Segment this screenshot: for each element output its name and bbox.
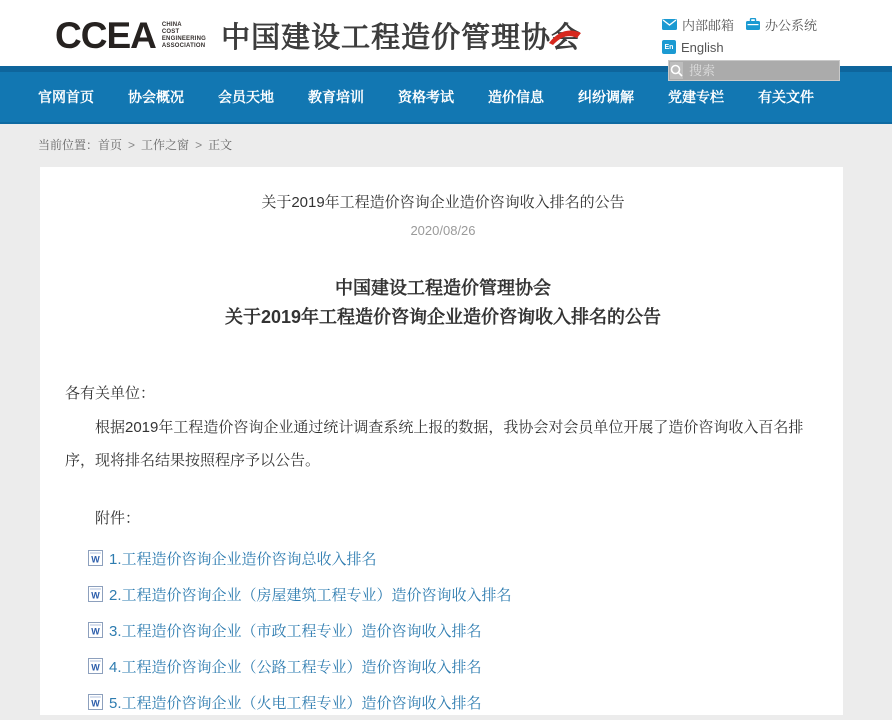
nav-item-mediation[interactable]: 纠纷调解 bbox=[578, 89, 634, 105]
nav-item-documents[interactable]: 有关文件 bbox=[758, 89, 814, 105]
attachment-row bbox=[65, 540, 821, 576]
breadcrumb-section[interactable]: 工作之窗 bbox=[141, 138, 190, 152]
logo-acronym: CCEA bbox=[55, 15, 156, 56]
site-header bbox=[0, 0, 892, 66]
search-icon bbox=[670, 64, 683, 77]
header-quick-links bbox=[662, 14, 829, 60]
svg-text:W: W bbox=[91, 554, 100, 565]
attachment-link-3[interactable]: 3.工程造价咨询企业（市政工程专业）造价咨询收入排名 bbox=[109, 622, 482, 640]
breadcrumb-home[interactable]: 首页 bbox=[98, 138, 123, 152]
svg-text:W: W bbox=[91, 662, 100, 673]
article-date: 2020/08/26 bbox=[410, 223, 476, 238]
article-card bbox=[40, 167, 843, 715]
attachment-row bbox=[65, 612, 821, 648]
article-salutation: 各有关单位： bbox=[65, 385, 156, 402]
briefcase-icon bbox=[746, 18, 760, 30]
english-link[interactable]: English bbox=[681, 39, 724, 55]
search-button[interactable] bbox=[670, 62, 683, 79]
breadcrumb-separator: > bbox=[195, 138, 203, 152]
article-title: 关于2019年工程造价咨询企业造价咨询收入排名的公告 bbox=[261, 194, 625, 211]
site-title: 中国建设工程造价管理协会 bbox=[221, 22, 582, 54]
breadcrumb-current: 正文 bbox=[208, 138, 233, 152]
article-heading-line2: 关于2019年工程造价咨询企业造价咨询收入排名的公告 bbox=[224, 307, 662, 327]
office-system-link[interactable]: 办公系统 bbox=[765, 17, 818, 33]
word-doc-icon bbox=[88, 550, 103, 566]
breadcrumb bbox=[38, 136, 232, 153]
site-logo[interactable] bbox=[55, 15, 581, 56]
mail-icon bbox=[662, 19, 677, 30]
nav-item-about[interactable]: 协会概况 bbox=[128, 89, 184, 105]
quick-links-row-1 bbox=[662, 14, 829, 34]
attachment-row bbox=[65, 648, 821, 684]
svg-text:W: W bbox=[91, 626, 100, 637]
article-heading bbox=[65, 274, 821, 332]
breadcrumb-label: 当前位置： bbox=[38, 138, 99, 152]
nav-item-members[interactable]: 会员天地 bbox=[218, 89, 274, 105]
attachment-row bbox=[65, 576, 821, 612]
logo-sub-line: ASSOCIATION bbox=[161, 42, 206, 49]
search-box bbox=[668, 60, 840, 81]
logo-subtext bbox=[162, 22, 206, 50]
logo-sub-line: ENGINEERING bbox=[161, 35, 207, 42]
internal-mail-link[interactable]: 内部邮箱 bbox=[682, 17, 735, 33]
attachments-label: 附件： bbox=[95, 510, 141, 527]
article-paragraph: 根据2019年工程造价咨询企业通过统计调查系统上报的数据，我协会对会员单位开展了造价咨询收入百名排序，现将排名结果按照程序予以公告。 bbox=[65, 419, 804, 469]
word-doc-icon bbox=[88, 622, 103, 638]
nav-item-party[interactable]: 党建专栏 bbox=[668, 89, 724, 105]
attachment-link-5[interactable]: 5.工程造价咨询企业（火电工程专业）造价咨询收入排名 bbox=[109, 694, 482, 712]
logo-sub-line: COST bbox=[161, 28, 180, 35]
article-heading-line1: 中国建设工程造价管理协会 bbox=[335, 278, 551, 298]
quick-links-row-2 bbox=[662, 37, 829, 57]
attachments-list bbox=[65, 540, 821, 720]
logo-sub-line: CHINA bbox=[161, 21, 182, 28]
nav-item-exams[interactable]: 资格考试 bbox=[398, 89, 454, 105]
attachment-link-1[interactable]: 1.工程造价咨询企业造价咨询总收入排名 bbox=[109, 550, 377, 568]
word-doc-icon bbox=[88, 586, 103, 602]
nav-item-cost-info[interactable]: 造价信息 bbox=[488, 89, 544, 105]
svg-text:W: W bbox=[91, 698, 100, 709]
nav-item-training[interactable]: 教育培训 bbox=[308, 89, 364, 105]
word-doc-icon bbox=[88, 658, 103, 674]
svg-text:W: W bbox=[91, 590, 100, 601]
search-input[interactable] bbox=[683, 63, 871, 78]
english-badge-icon: En bbox=[662, 40, 676, 54]
nav-item-home[interactable]: 官网首页 bbox=[38, 89, 94, 105]
breadcrumb-separator: > bbox=[128, 138, 136, 152]
logo-swoosh-icon bbox=[547, 23, 587, 49]
attachment-link-4[interactable]: 4.工程造价咨询企业（公路工程专业）造价咨询收入排名 bbox=[109, 658, 482, 676]
word-doc-icon bbox=[88, 694, 103, 710]
attachment-link-2[interactable]: 2.工程造价咨询企业（房屋建筑工程专业）造价咨询收入排名 bbox=[109, 586, 512, 604]
